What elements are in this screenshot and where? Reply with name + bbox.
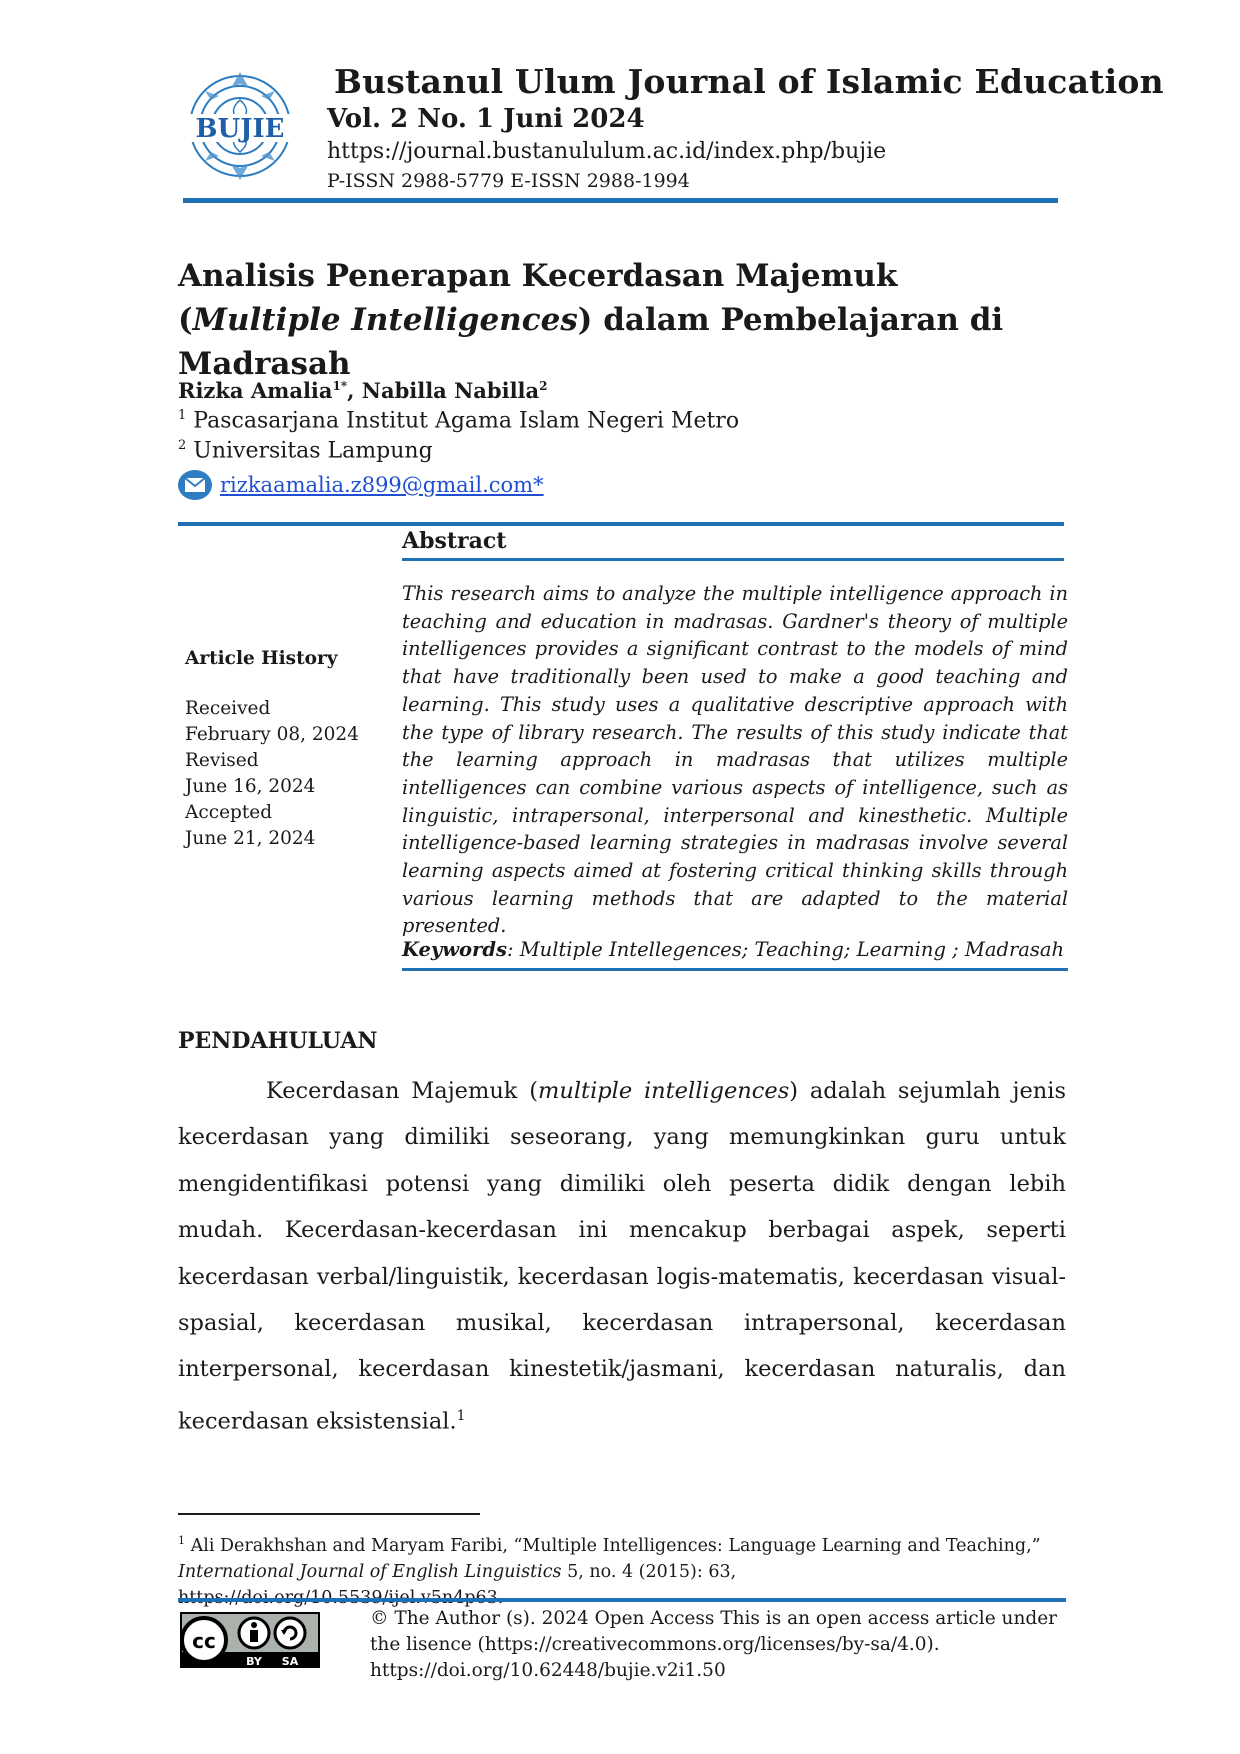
- abstract-text: This research aims to analyze the multiple intelligence approach in teaching and education in madrasas. Gardner's theory of multiple intelligences provides a significant contrast to the models of mind that have traditionally been used to make a good teaching and learning. This study uses a qualitative descriptive approach with the type of library research. The results of this study indicate that the learning approach in madrasas that utilizes multiple intelligences can combine various aspects of intelligence, such as linguistic, intrapersonal, interpersonal and kinesthetic. Multiple intelligence-based learning strategies in madrasas involve several learning aspects aimed at fostering critical thinking skills through various learning methods that are adapted to the material presented.: [402, 582, 1068, 938]
- email-link[interactable]: rizkaamalia.z899@gmail.com*: [220, 473, 544, 497]
- revised-date: June 16, 2024: [185, 776, 316, 797]
- affiliation-2-text: Universitas Lampung: [193, 438, 433, 464]
- author-2-sup: 2: [539, 379, 548, 393]
- email-row: [178, 468, 544, 502]
- license-line-2[interactable]: the lisence (https://creativecommons.org/licenses/by-sa/4.0).: [370, 1634, 940, 1655]
- affiliation-2: [178, 438, 433, 463]
- header-divider: [183, 198, 1058, 203]
- paragraph-rest: ) adalah sejumlah jenis kecerdasan yang dimiliki seseorang, yang memungkinkan guru untuk mengidentifikasi potensi yang dimiliki oleh peserta didik dengan lebih mudah. Kecerdasan-kecerdasan ini mencakup berbagai aspek, seperti kecerdasan verbal/linguistik, kecerdasan logis-matematis, kecerdasan visual-spasial, kecerdasan musikal, kecerdasan intrapersonal, kecerdasan interpersonal, kecerdasan kinestetik/jasmani, kecerdasan naturalis, dan kecerdasan eksistensial.: [178, 1078, 1066, 1435]
- affiliation-2-sup: 2: [178, 438, 187, 453]
- affiliation-1-text: Pascasarjana Institut Agama Islam Negeri Metro: [193, 408, 740, 434]
- affiliation-1-sup: 1: [178, 408, 187, 423]
- keywords-list: : Multiple Intellegences; Teaching; Learning ; Madrasah: [506, 938, 1065, 961]
- keywords-label: Keywords: [402, 938, 507, 961]
- received-date: February 08, 2024: [185, 724, 359, 745]
- keywords-rule: [402, 968, 1068, 971]
- revised-label: Revised: [185, 750, 259, 771]
- cc-by-sa-badge[interactable]: [180, 1612, 320, 1668]
- body-paragraph: [178, 1068, 1066, 1445]
- accepted-label: Accepted: [185, 802, 273, 823]
- journal-title: Bustanul Ulum Journal of Islamic Education: [334, 62, 1164, 101]
- journal-logo: [183, 66, 297, 190]
- logo-text: BUJIE: [195, 114, 285, 144]
- title-rest: ) dalam Pembelajaran di Madrasah: [178, 302, 1004, 382]
- email-icon: [178, 470, 212, 500]
- journal-issn: P-ISSN 2988-5779 E-ISSN 2988-1994: [327, 170, 690, 192]
- authors: [178, 378, 548, 403]
- keywords: [402, 938, 1068, 961]
- paragraph-start: Kecerdasan Majemuk (: [266, 1078, 538, 1104]
- cc-sa-text: SA: [281, 1655, 299, 1668]
- footnote-sup: 1: [178, 1534, 185, 1547]
- author-separator: ,: [347, 378, 362, 403]
- affiliation-1: [178, 408, 739, 433]
- license-line-3[interactable]: https://doi.org/10.62448/bujie.v2i1.50: [370, 1660, 726, 1681]
- author-1-sup: 1*: [332, 379, 348, 393]
- svg-text:cc: cc: [192, 1629, 216, 1653]
- title-paren-open: (: [178, 302, 193, 338]
- abstract-top-rule: [178, 522, 1064, 526]
- footnote-text-start: Ali Derakhshan and Maryam Faribi, “Multiple Intelligences: Language Learning and Teaching,”: [190, 1535, 1041, 1556]
- footnote-ref[interactable]: 1: [456, 1407, 466, 1424]
- footnote-journal: International Journal of English Linguistics: [178, 1561, 562, 1582]
- paragraph-italic: multiple intelligences: [538, 1078, 790, 1104]
- title-italic: Multiple Intelligences: [192, 302, 578, 338]
- journal-url[interactable]: https://journal.bustanululum.ac.id/index.php/bujie: [327, 139, 887, 164]
- author-2: Nabilla Nabilla: [361, 378, 540, 403]
- article-title: [178, 254, 1078, 386]
- title-line-1: Analisis Penerapan Kecerdasan Majemuk: [178, 258, 898, 294]
- cc-by-text: BY: [246, 1655, 262, 1668]
- license-line-1: © The Author (s). 2024 Open Access This is an open access article under: [370, 1608, 1058, 1629]
- footer-divider: [178, 1598, 1066, 1602]
- received-label: Received: [185, 698, 271, 719]
- footnote-text-end: 5, no. 4 (2015): 63,: [567, 1561, 737, 1582]
- license-text: [370, 1606, 1070, 1684]
- section-heading: PENDAHULUAN: [178, 1028, 378, 1054]
- abstract-heading-rule: [402, 558, 1064, 561]
- accepted-date: June 21, 2024: [185, 828, 316, 849]
- footnote-divider: [178, 1513, 480, 1515]
- history-heading: Article History: [185, 648, 338, 669]
- journal-volume: Vol. 2 No. 1 Juni 2024: [327, 104, 645, 134]
- author-1: Rizka Amalia: [178, 378, 333, 403]
- abstract-heading: Abstract: [402, 528, 507, 554]
